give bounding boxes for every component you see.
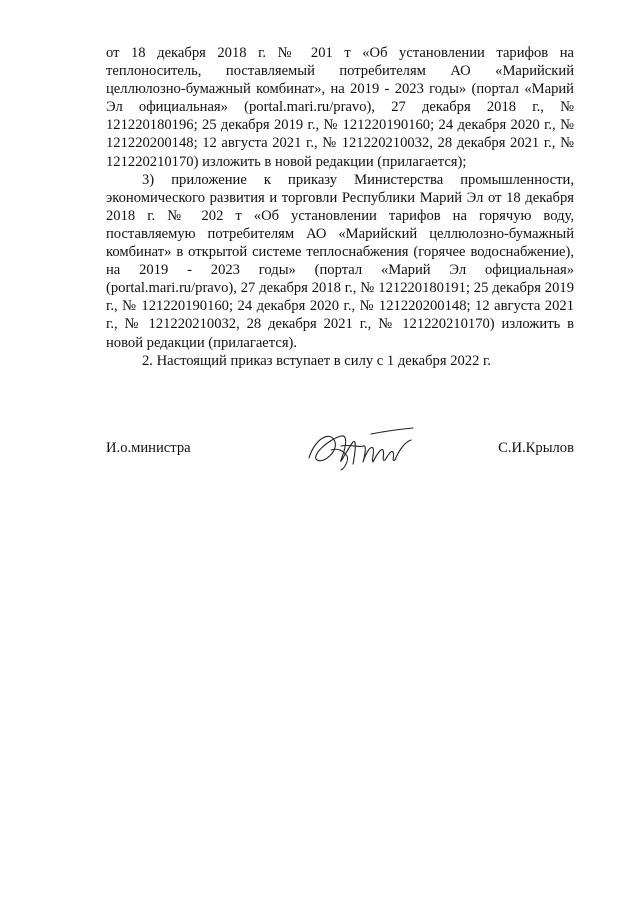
signer-name: С.И.Крылов	[498, 440, 574, 456]
paragraph-tariff-coolant: от 18 декабря 2018 г. № 201 т «Об установлении тарифов на теплоноситель, поставляемый потребителям АО «Марийский целлюлозно-бумажный комбинат», на 2019 - 2023 годы» (портал «Марий Эл официальная» (portal.mari.ru/pravo), 27 декабря 2018 г., № 121220180196; 25 декабря 2019 г., № 121220190160; 24 декабря 2020 г., № 121220200148; 12 августа 2021 г., № 121220210032, 28 декабря 2021 г., № 121220210170) изложить в новой редакции (прилагается);	[106, 45, 574, 170]
paragraph-tariff-hot-water: 3) приложение к приказу Министерства промышленности, экономического развития и торговли Республики Марий Эл от 18 декабря 2018 г. № 202 т «Об установлении тарифов на горячую воду, поставляемую потребителям АО «Марийский целлюлозно-бумажный комбинат» в открытой системе теплоснабжения (горячее водоснабжение), на 2019 - 2023 годы» (портал «Марий Эл официальная» (portal.mari.ru/pravo), 27 декабря 2018 г., № 121220180191; 25 декабря 2019 г., № 121220190160; 24 декабря 2020 г., № 121220200148; 12 августа 2021 г., № 121220210032, 28 декабря 2021 г., № 121220210170) изложить в новой редакции (прилагается).	[106, 171, 574, 351]
paragraph-effective-date: 2. Настоящий приказ вступает в силу с 1 декабря 2022 г.	[142, 352, 492, 369]
signer-position: И.о.министра	[106, 440, 191, 456]
signature-block	[106, 420, 574, 480]
handwritten-signature	[301, 420, 421, 480]
document-body	[106, 44, 574, 370]
